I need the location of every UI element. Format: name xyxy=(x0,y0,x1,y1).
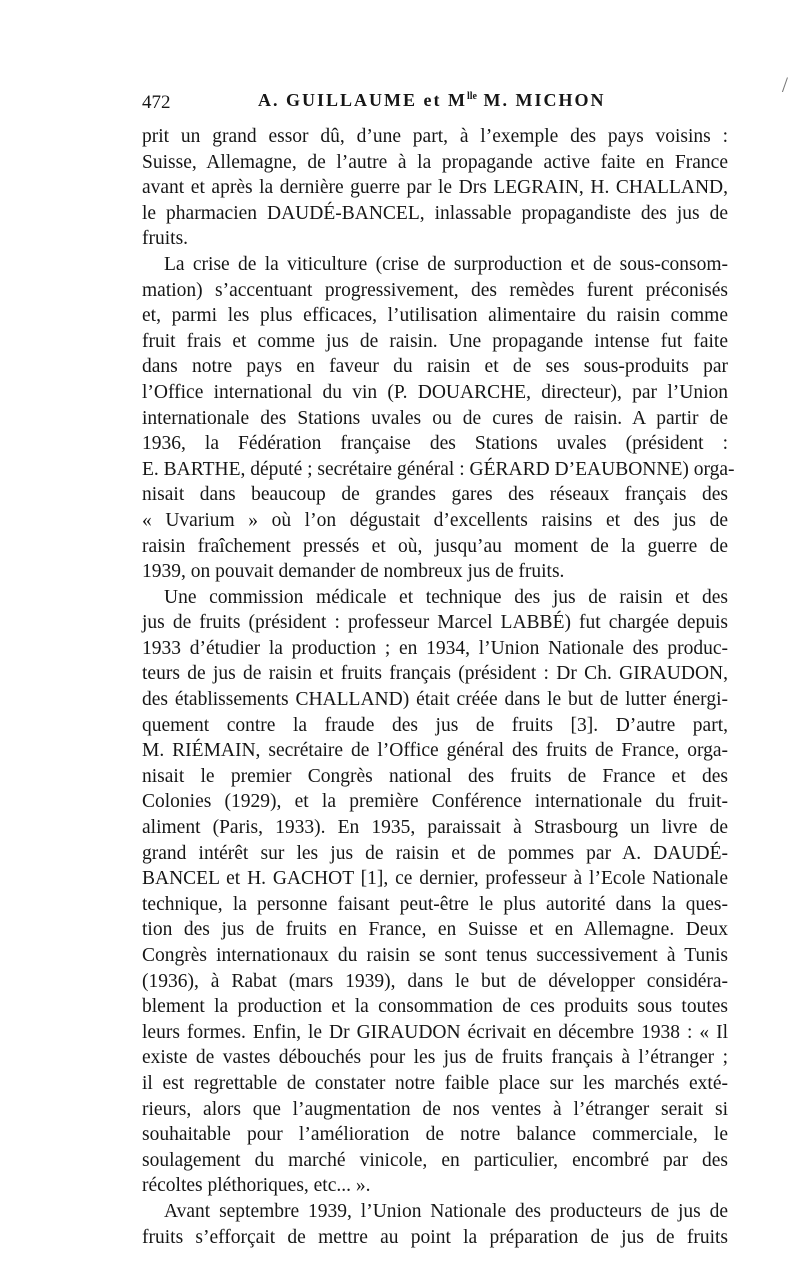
text-line: grand intérêt sur les jus de raisin et de pommes par A. DAUDÉ- xyxy=(142,842,728,864)
text-line: tion des jus de fruits en France, en Suisse et en Allemagne. Deux xyxy=(142,919,728,941)
text-line: blement la production et la consommation de ces produits sous toutes xyxy=(142,996,728,1018)
corner-mark: / xyxy=(781,72,788,97)
running-head xyxy=(258,90,605,111)
text-line: nisait dans beaucoup de grandes gares des réseaux français des xyxy=(142,484,728,506)
text-line: Congrès internationaux du raisin se sont tenus successivement à Tunis xyxy=(142,945,728,966)
text-line: le pharmacien DAUDÉ-BANCEL, inlassable propagandiste des jus de xyxy=(142,202,728,224)
text-line: La crise de la viticulture (crise de surproduction et de sous-consom- xyxy=(164,253,728,275)
text-line: aliment (Paris, 1933). En 1935, paraissait à Strasbourg un livre de xyxy=(142,817,728,839)
text-line: internationale des Stations uvales ou de cures de raisin. A partir de xyxy=(142,407,728,429)
text-line: avant et après la dernière guerre par le Drs LEGRAIN, H. CHALLAND, xyxy=(142,177,728,199)
text-line: nisait le premier Congrès national des fruits de France et des xyxy=(142,765,728,787)
text-line: 1939, on pouvait demander de nombreux jus de fruits. xyxy=(142,561,565,583)
page-header xyxy=(142,88,728,118)
text-line: existe de vastes débouchés pour les jus de fruits français à l’étranger ; xyxy=(142,1047,728,1069)
text-line: il est regrettable de constater notre faible place sur les marchés exté- xyxy=(142,1072,728,1094)
page-number: 472 xyxy=(142,92,171,113)
text-line: souhaitable pour l’amélioration de notre balance commerciale, le xyxy=(142,1124,728,1146)
text-line: quement contre la fraude des jus de fruits [3]. D’autre part, xyxy=(142,714,728,736)
text-line: rieurs, alors que l’augmentation de nos ventes à l’étranger serait si xyxy=(142,1098,728,1120)
text-line: fruits. xyxy=(142,228,189,250)
text-line: Une commission médicale et technique des jus de raisin et des xyxy=(164,586,728,608)
text-line: (1936), à Rabat (mars 1939), dans le but de développer considéra- xyxy=(142,970,728,992)
text-line: mation) s’accentuant progressivement, des remèdes furent préconisés xyxy=(142,279,728,301)
text-line: teurs de jus de raisin et fruits français (président : Dr Ch. GIRAUDON, xyxy=(142,663,728,685)
text-line: E. BARTHE, député ; secrétaire général : GÉRARD D’EAUBONNE) orga- xyxy=(142,458,735,480)
text-line: Avant septembre 1939, l’Union Nationale des producteurs de jus de xyxy=(164,1200,728,1222)
text-line: 1933 d’étudier la production ; en 1934, l’Union Nationale des produc- xyxy=(142,637,728,659)
text-line: soulagement du marché vinicole, en particulier, encombré par des xyxy=(142,1149,728,1171)
text-line: technique, la personne faisant peut-être le plus autorité dans la ques- xyxy=(142,893,728,915)
text-line: l’Office international du vin (P. DOUARCHE, directeur), par l’Union xyxy=(142,381,728,403)
text-line: raisin fraîchement pressés et où, jusqu’au moment de la guerre de xyxy=(142,535,728,557)
text-line: jus de fruits (président : professeur Marcel LABBÉ) fut chargée depuis xyxy=(142,612,728,634)
text-line: Colonies (1929), et la première Conférence internationale du fruit- xyxy=(142,791,728,813)
text-line: dans notre pays en faveur du raisin et de ses sous-produits par xyxy=(142,356,728,378)
text-line: BANCEL et H. GACHOT [1], ce dernier, professeur à l’Ecole Nationale xyxy=(142,868,728,890)
text-line: et, parmi les plus efficaces, l’utilisation alimentaire du raisin comme xyxy=(142,305,728,327)
text-line: Suisse, Allemagne, de l’autre à la propagande active faite en France xyxy=(142,151,728,173)
text-line: prit un grand essor dû, d’une part, à l’exemple des pays voisins : xyxy=(142,126,728,147)
text-line: des établissements CHALLAND) était créée dans le but de lutter énergi- xyxy=(142,689,728,711)
text-line: 1936, la Fédération française des Stations uvales (président : xyxy=(142,433,728,455)
text-line: récoltes pléthoriques, etc... ». xyxy=(142,1175,371,1197)
text-line: fruits s’efforçait de mettre au point la préparation de jus de fruits xyxy=(142,1226,728,1248)
body-text xyxy=(142,124,735,1250)
text-line: leurs formes. Enfin, le Dr GIRAUDON écrivait en décembre 1938 : « Il xyxy=(142,1021,728,1043)
running-head-second-author: M. MICHON xyxy=(476,90,606,110)
text-line: M. RIÉMAIN, secrétaire de l’Office général des fruits de France, orga- xyxy=(142,740,728,762)
text-line: « Uvarium » où l’on dégustait d’excellents raisins et des jus de xyxy=(142,509,728,531)
running-head-superscript: lle xyxy=(466,91,477,102)
text-line: fruit frais et comme jus de raisin. Une propagande intense fut faite xyxy=(142,330,728,352)
running-head-authors: A. GUILLAUME et M xyxy=(258,90,467,110)
